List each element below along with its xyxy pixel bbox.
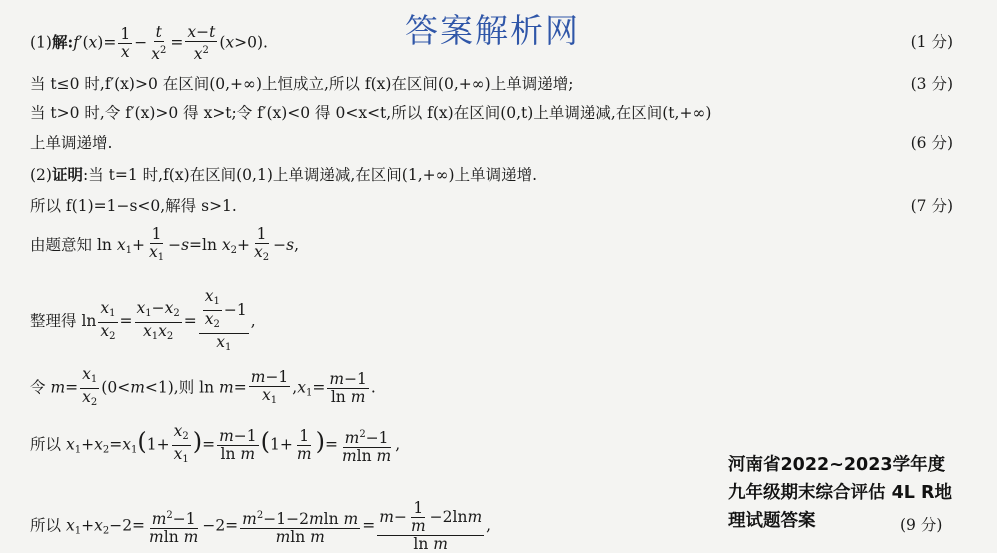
case-t-le-0: 当 t≤0 时,f′(x)>0 在区间(0,+∞)上恒成立,所以 f(x)在区间(0,+∞)上单调递增; — [30, 75, 574, 93]
given-equation: 由题意知 $\ln x_1+$ $\frac{1}{x_1}$ −s=ln $x_2+$ $\frac{1}{x_2}$ −s, — [30, 225, 300, 263]
part1-tag: (1) — [30, 33, 52, 52]
score-1: (1 分) — [910, 33, 953, 51]
part1-label: 解 — [51, 32, 68, 52]
sum-x1-x2-line: 所以 $x_1+x_2=x_1(1+$ $\frac{x_2}{x_1}$ )= $\frac{m-1}{\text{ln m}}$ (1+ $\frac{1}{m}$ )= $\frac{m^2-1}{\text{mln m}}$ , — [30, 422, 401, 465]
score-7: (7 分) — [910, 197, 953, 215]
part2-line: (2)证明:当 t=1 时,f(x)在区间(0,1)上单调递减,在区间(1,+∞)上单调递增. — [30, 165, 538, 184]
case-t-gt-0-cont: 上单调递增. — [30, 134, 113, 152]
part2-label: 证明 — [51, 165, 83, 184]
score-6: (6 分) — [910, 134, 953, 152]
score-3: (3 分) — [910, 75, 953, 93]
rearranged-equation: 整理得 ln $\frac{x_1}{x_2}$ = $\frac{x_1-x_2}{x_1x_2}$ = $x_1$ $x_2$ −1 $x_1$ , — [30, 287, 256, 353]
part1-derivative-line: (1)解:f′(x)= $\frac{1}{x}$ − $\frac{t}{x^2}$ = $\frac{x-t}{x^2}$ (x>0). — [30, 23, 268, 63]
substitution-line: 令 m= $\frac{x_1}{x_2}$ (0<m<1),则 ln m= $\frac{m-1}{x_1}$ $,x_1=$ $\frac{m-1}{\text{ln m}}$ . — [30, 365, 376, 408]
score-9: (9 分) — [900, 516, 943, 534]
watermark: 答案解析网 — [405, 11, 580, 50]
part2-tag: (2) — [30, 166, 52, 184]
exam-title-overlay: 河南省2022~2023学年度 九年级期末综合评估 4L R地 理试题答案 — [728, 455, 952, 531]
sum-minus-2-line: 所以 $x_1+x_2-2=$ $\frac{m^2-1}{\text{mln m}}$ −2= $\frac{m^2-1-2mln m}{\text{mln m}}$ = m − 1 m −2ln m ln m , — [30, 499, 492, 553]
s-gt-1-line: 所以 f(1)=1−s<0,解得 s>1. — [30, 197, 237, 215]
case-t-gt-0: 当 t>0 时,令 f′(x)>0 得 x>t;令 f′(x)<0 得 0<x<t,所以 f(x)在区间(0,t)上单调递减,在区间(t,+∞) — [30, 104, 712, 122]
